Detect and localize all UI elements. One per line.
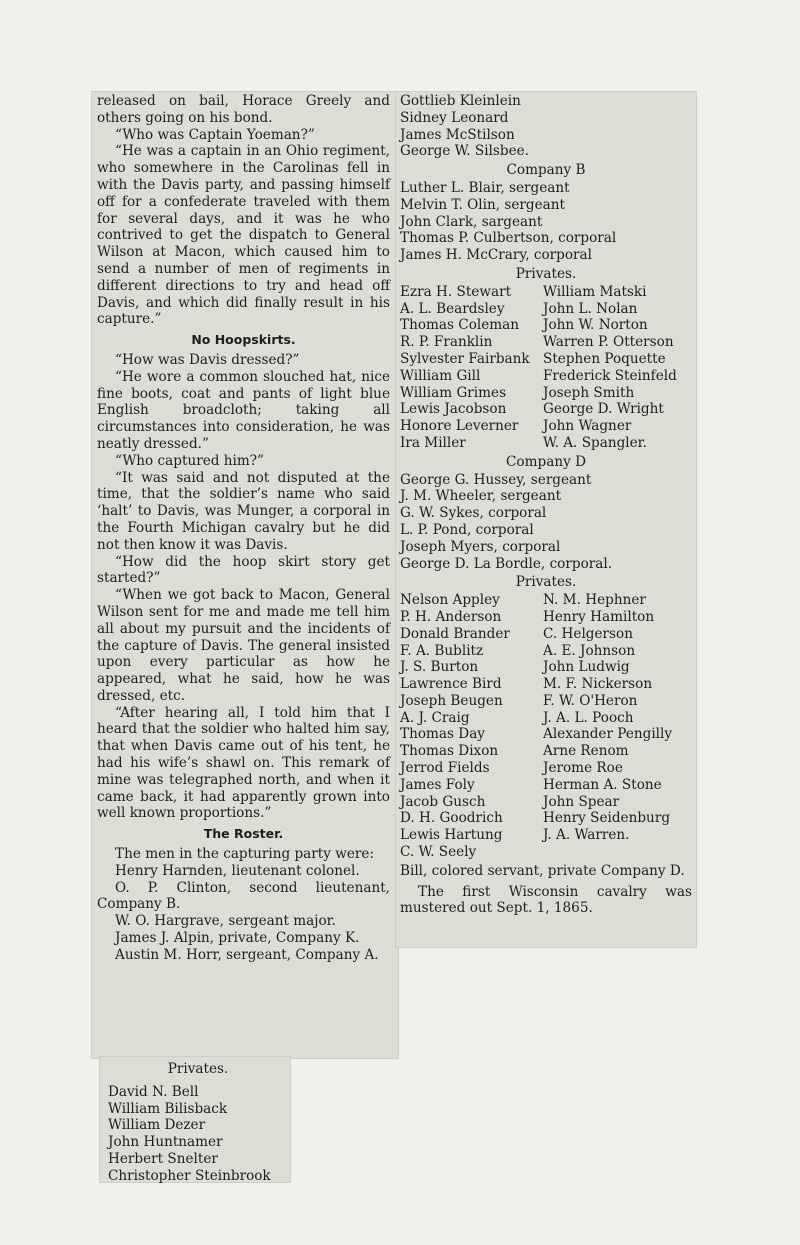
company-d-heading: Company D (506, 453, 586, 470)
table-row (400, 676, 692, 693)
name-cell: Joseph Beugen (400, 692, 503, 709)
list-item: J. M. Wheeler, sergeant (400, 488, 562, 505)
list-item: Thomas P. Culbertson, corporal (400, 230, 617, 247)
roster-officer: James J. Alpin, private, Company K. (115, 930, 360, 947)
name-cell: Jerome Roe (543, 760, 623, 777)
paragraph: released on bail, Horace Greely and others going on his bond. (97, 93, 390, 126)
name-cell: Lawrence Bird (400, 676, 502, 693)
table-row (400, 418, 692, 435)
paragraph: “After hearing all, I told him that I heard that the soldier who halted him say, that when Davis came out of his tent, he had his wife’s shawl on. This remark of mine was telegraphed north, and when it came back, it had apparently grown into well known proportions.” (97, 704, 390, 822)
name-cell: D. H. Goodrich (400, 810, 503, 827)
name-cell: P. H. Anderson (400, 608, 502, 625)
paragraph: “When we got back to Macon, General Wilson sent for me and made me tell him all about my pursuit and the incidents of the capture of Davis. The general insisted upon every particular as how he appeared, what he said, how he was dressed, etc. (97, 587, 390, 704)
company-b-privates (400, 284, 692, 452)
name-cell: John W. Norton (543, 317, 648, 334)
privates-heading: Privates. (515, 265, 577, 282)
roster-officer: Austin M. Horr, sergeant, Company A. (115, 946, 379, 963)
name-cell: Jerrod Fields (400, 760, 490, 777)
name-cell: Jacob Gusch (400, 793, 486, 810)
paragraph: “How did the hoop skirt story get started?” (97, 553, 390, 587)
name-cell: J. A. Warren. (543, 827, 630, 844)
left-column (97, 93, 390, 964)
name-cell: Frederick Steinfeld (543, 367, 677, 384)
name-cell: Ezra H. Stewart (400, 283, 512, 300)
name-cell: William Grimes (400, 384, 507, 401)
privates-heading: Privates. (167, 1061, 229, 1077)
name-cell: F. A. Bublitz (400, 642, 484, 659)
roster-officer: O. P. Clinton, second lieutenant, Company B. (97, 879, 390, 913)
name-cell: A. L. Beardsley (400, 300, 505, 317)
list-item: Sidney Leonard (400, 109, 509, 126)
name-cell: John Wagner (543, 418, 632, 435)
table-row (400, 760, 692, 777)
name-cell: M. F. Nickerson (543, 676, 653, 693)
paragraph: “He was a captain in an Ohio regiment, who somewhere in the Carolinas fell in with the Davis party, and passing himself off for a confederate traveled with them for several days, and it was he who contrived to get the dispatch to General Wilson at Macon, which caused him to send a number of men of regiments in different directions to try and head off Davis, and which did finally result in his capture.” (97, 143, 390, 328)
name-cell: J. S. Burton (400, 659, 479, 676)
table-row (400, 317, 692, 334)
table-row (400, 844, 692, 861)
table-row (400, 777, 692, 794)
paragraph: The men in the capturing party were: (115, 846, 375, 863)
name-cell: Sylvester Fairbank (400, 350, 530, 367)
table-row (400, 592, 692, 609)
name-cell: Donald Brander (400, 625, 510, 642)
table-row (400, 743, 692, 760)
name-cell: A. E. Johnson (543, 642, 636, 659)
name-cell: Honore Leverner (400, 418, 519, 435)
name-cell: W. A. Spangler. (543, 434, 647, 451)
name-cell: Ira Miller (400, 434, 466, 451)
name-cell: C. Helgerson (543, 625, 633, 642)
name-cell: James Foly (400, 776, 475, 793)
paragraph: “Who was Captain Yoeman?” (115, 126, 315, 143)
table-row (400, 301, 692, 318)
table-row (400, 435, 692, 452)
table-row (400, 810, 692, 827)
name-cell: Joseph Smith (543, 384, 635, 401)
table-row (400, 643, 692, 660)
table-row (400, 609, 692, 626)
list-item: Christopher Steinbrook (108, 1167, 271, 1184)
name-cell: Stephen Poquette (543, 350, 666, 367)
list-item: John Clark, sargeant (400, 213, 543, 230)
roster-officer: Henry Harnden, lieutenant colonel. (115, 862, 360, 879)
table-row (400, 401, 692, 418)
table-row (400, 827, 692, 844)
table-row (400, 726, 692, 743)
paragraph: “How was Davis dressed?” (115, 351, 300, 368)
table-row (400, 659, 692, 676)
name-cell: John L. Nolan (543, 300, 638, 317)
list-item: William Dezer (108, 1117, 206, 1134)
paragraph: “Who captured him?” (115, 452, 264, 469)
list-item: George G. Hussey, sergeant (400, 471, 592, 488)
section-heading-hoopskirts: No Hoopskirts. (191, 332, 296, 348)
privates-heading: Privates. (515, 574, 577, 591)
table-row (400, 284, 692, 301)
company-d-privates (400, 592, 692, 861)
list-item: William Bilisback (108, 1100, 228, 1117)
name-cell: Nelson Appley (400, 592, 500, 609)
paragraph: “He wore a common slouched hat, nice fine boots, coat and pants of light blue English broadcloth; taking all circumstances into consideration, he was neatly dressed.” (97, 368, 390, 452)
table-row (400, 794, 692, 811)
list-item: G. W. Sykes, corporal (400, 505, 547, 522)
name-cell: Lewis Jacobson (400, 401, 507, 418)
list-item: John Huntnamer (108, 1134, 223, 1151)
list-item: George D. La Bordle, corporal. (400, 555, 613, 572)
name-cell: Thomas Day (400, 726, 485, 743)
bottom-privates-list (108, 1059, 288, 1185)
list-item: David N. Bell (108, 1083, 199, 1100)
section-heading-roster: The Roster. (203, 826, 284, 842)
list-item: James McStilson (400, 126, 515, 143)
name-cell: A. J. Craig (400, 709, 470, 726)
name-cell: Lewis Hartung (400, 827, 503, 844)
name-cell: C. W. Seely (400, 844, 477, 861)
table-row (400, 368, 692, 385)
name-cell: Henry Hamilton (543, 608, 655, 625)
list-item: L. P. Pond, corporal (400, 521, 534, 538)
table-row (400, 385, 692, 402)
right-column (400, 93, 692, 917)
roster-officer: W. O. Hargrave, sergeant major. (115, 913, 336, 930)
paragraph: “It was said and not disputed at the time, that the soldier’s name who said ‘halt’ to Davis, was Munger, a corporal in the Fourth Michigan cavalry but he did not then know it was Davis. (97, 469, 390, 553)
table-row (400, 351, 692, 368)
list-item: Melvin T. Olin, sergeant (400, 196, 565, 213)
name-cell: George D. Wright (543, 401, 664, 418)
list-item: Herbert Snelter (108, 1150, 218, 1167)
name-cell: Henry Seidenburg (543, 810, 671, 827)
name-cell: William Gill (400, 367, 481, 384)
name-cell: Thomas Coleman (400, 317, 520, 334)
list-item: Joseph Myers, corporal (400, 538, 561, 555)
table-row (400, 710, 692, 727)
name-cell: F. W. O'Heron (543, 692, 638, 709)
list-item: James H. McCrary, corporal (400, 247, 592, 264)
name-cell: J. A. L. Pooch (543, 709, 634, 726)
name-cell: Alexander Pengilly (543, 726, 673, 743)
company-b-heading: Company B (506, 162, 586, 179)
name-cell: John Ludwig (543, 659, 630, 676)
table-row (400, 626, 692, 643)
name-cell: Arne Renom (543, 743, 629, 760)
closing-note: The first Wisconsin cavalry was mustered out Sept. 1, 1865. (400, 883, 692, 917)
list-item: George W. Silsbee. (400, 143, 529, 160)
name-cell: N. M. Hephner (543, 592, 646, 609)
name-cell: R. P. Franklin (400, 334, 493, 351)
list-item: Luther L. Blair, sergeant (400, 179, 570, 196)
table-row (400, 693, 692, 710)
table-row (400, 334, 692, 351)
servant-note: Bill, colored servant, private Company D. (400, 862, 685, 879)
name-cell: Herman A. Stone (543, 776, 662, 793)
list-item: Gottlieb Kleinlein (400, 93, 521, 109)
name-cell: Warren P. Otterson (543, 334, 674, 351)
name-cell: William Matski (543, 283, 647, 300)
name-cell: John Spear (543, 793, 620, 810)
name-cell: Thomas Dixon (400, 743, 499, 760)
